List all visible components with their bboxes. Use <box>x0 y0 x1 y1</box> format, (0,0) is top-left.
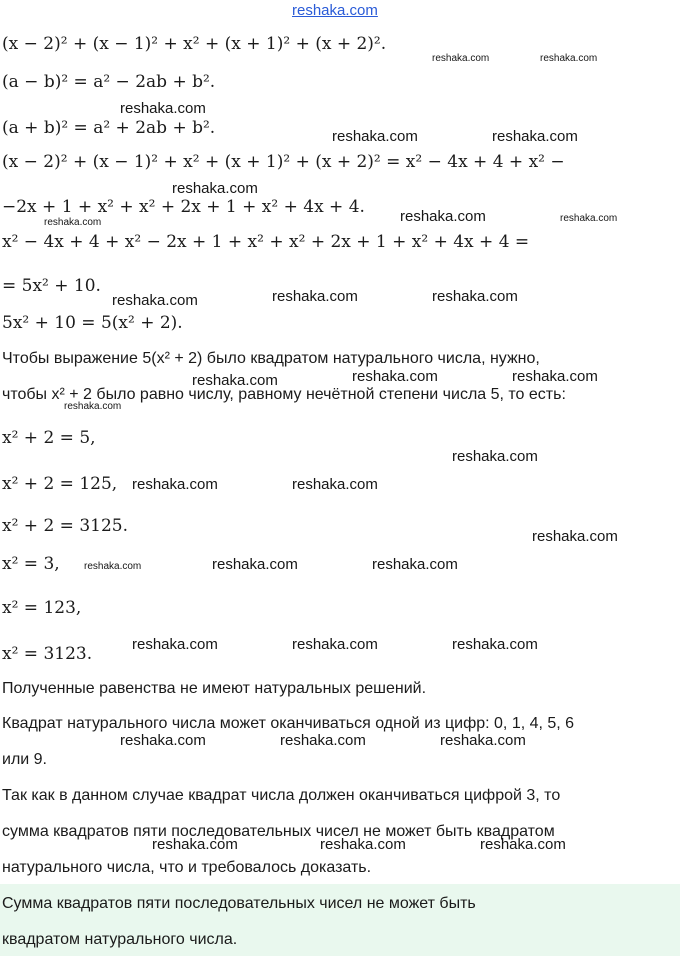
equation-4: x² = 3, <box>2 554 60 574</box>
watermark: reshaka.com <box>64 401 122 412</box>
no-solutions-text: Полученные равенства не имеют натуральных решений. <box>2 680 427 697</box>
watermark: reshaka.com <box>400 208 486 225</box>
equation-3: x² + 2 = 3125. <box>2 516 128 536</box>
answer-box <box>0 884 680 956</box>
equation-5: x² = 123, <box>2 598 82 618</box>
watermark: reshaka.com <box>112 292 198 309</box>
equation-6: x² = 3123. <box>2 644 93 664</box>
watermark: reshaka.com <box>432 288 518 305</box>
watermark: reshaka.com <box>320 836 406 853</box>
expansion-result: = 5x² + 10. <box>2 276 101 296</box>
watermark: reshaka.com <box>120 732 206 749</box>
watermark: reshaka.com <box>452 448 538 465</box>
watermark: reshaka.com <box>452 636 538 653</box>
condition-text-2: чтобы x² + 2 было равно числу, равному нечётной степени числа 5, то есть: <box>2 386 566 403</box>
watermark: reshaka.com <box>480 836 566 853</box>
watermark: reshaka.com <box>532 528 618 545</box>
watermark: reshaka.com <box>332 128 418 145</box>
watermark: reshaka.com <box>152 836 238 853</box>
watermark: reshaka.com <box>120 100 206 117</box>
watermark: reshaka.com <box>280 732 366 749</box>
formula-sum-of-squares: (x − 2)² + (x − 1)² + x² + (x + 1)² + (x + 2)². <box>2 34 387 54</box>
watermark: reshaka.com <box>132 476 218 493</box>
watermark: reshaka.com <box>432 53 490 64</box>
equation-1: x² + 2 = 5, <box>2 428 96 448</box>
watermark: reshaka.com <box>440 732 526 749</box>
watermark: reshaka.com <box>272 288 358 305</box>
watermark: reshaka.com <box>212 556 298 573</box>
watermark: reshaka.com <box>352 368 438 385</box>
watermark: reshaka.com <box>192 372 278 389</box>
expansion-line-2: −2x + 1 + x² + x² + 2x + 1 + x² + 4x + 4. <box>2 197 365 217</box>
watermark: reshaka.com <box>172 180 258 197</box>
formula-square-sum: (a + b)² = a² + 2ab + b². <box>2 118 216 138</box>
answer-line-2: квадратом натурального числа. <box>2 931 238 948</box>
conclusion-text-3: натурального числа, что и требовалось доказать. <box>2 859 372 876</box>
watermark: reshaka.com <box>292 636 378 653</box>
watermark: reshaka.com <box>512 368 598 385</box>
factored-expression: 5x² + 10 = 5(x² + 2). <box>2 313 183 333</box>
watermark: reshaka.com <box>292 476 378 493</box>
equation-2: x² + 2 = 125, <box>2 474 118 494</box>
formula-square-difference: (a − b)² = a² − 2ab + b². <box>2 72 216 92</box>
watermark: reshaka.com <box>44 217 102 228</box>
last-digit-text-2: или 9. <box>2 751 47 768</box>
last-digit-text-1: Квадрат натурального числа может оканчиваться одной из цифр: 0, 1, 4, 5, 6 <box>2 715 575 732</box>
conclusion-text-1: Так как в данном случае квадрат числа должен оканчиваться цифрой 3, то <box>2 787 561 804</box>
expansion-line-3: x² − 4x + 4 + x² − 2x + 1 + x² + x² + 2x + 1 + x² + 4x + 4 = <box>2 232 530 252</box>
conclusion-text-2: сумма квадратов пяти последовательных чисел не может быть квадратом <box>2 823 555 840</box>
watermark: reshaka.com <box>132 636 218 653</box>
watermark: reshaka.com <box>560 213 618 224</box>
watermark: reshaka.com <box>540 53 598 64</box>
watermark: reshaka.com <box>492 128 578 145</box>
answer-line-1: Сумма квадратов пяти последовательных чисел не может быть <box>2 895 476 912</box>
expansion-line-1: (x − 2)² + (x − 1)² + x² + (x + 1)² + (x + 2)² = x² − 4x + 4 + x² − <box>2 152 565 172</box>
watermark: reshaka.com <box>372 556 458 573</box>
condition-text-1: Чтобы выражение 5(x² + 2) было квадратом натурального числа, нужно, <box>2 350 540 367</box>
watermark: reshaka.com <box>84 561 142 572</box>
site-logo[interactable]: reshaka.com <box>292 2 378 19</box>
